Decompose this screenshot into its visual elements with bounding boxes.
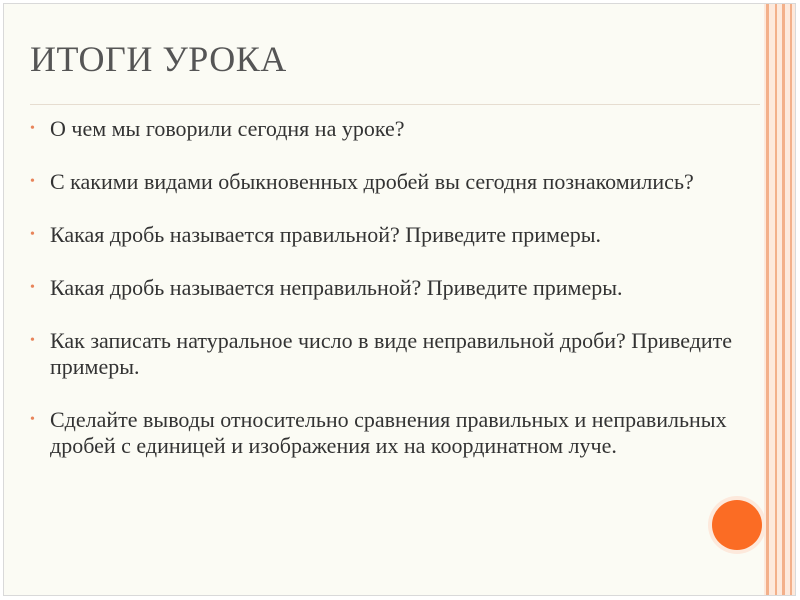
bullet-text: С какими видами обыкновенных дробей вы сегодня познакомились?	[50, 169, 694, 194]
bullet-item	[30, 407, 740, 459]
bullet-text: Как записать натуральное число в виде неправильной дроби? Приведите примеры.	[50, 328, 733, 379]
bullet-item	[30, 116, 740, 142]
bullet-item	[30, 169, 740, 195]
bullet-text: Какая дробь называется неправильной? Приведите примеры.	[50, 275, 623, 300]
bullet-text: Какая дробь называется правильной? Приведите примеры.	[50, 222, 601, 247]
bullet-text: Сделайте выводы относительно сравнения правильных и неправильных дробей с единицей и изображения их на координатном луче.	[50, 407, 727, 458]
bullet-dot-icon: •	[30, 174, 35, 189]
title-divider	[30, 104, 760, 105]
decorative-circle-icon	[712, 500, 762, 550]
bullet-dot-icon: •	[30, 333, 35, 348]
bullet-dot-icon: •	[30, 227, 35, 242]
bullet-dot-icon: •	[30, 412, 35, 427]
bullet-dot-icon: •	[30, 280, 35, 295]
bullet-list	[30, 116, 740, 459]
slide-title: ИТОГИ УРОКА	[30, 39, 287, 79]
bullet-item	[30, 222, 740, 248]
bullet-item	[30, 275, 740, 301]
bullet-item	[30, 328, 740, 380]
bullet-text: О чем мы говорили сегодня на уроке?	[50, 116, 405, 141]
bullet-dot-icon: •	[30, 121, 35, 136]
